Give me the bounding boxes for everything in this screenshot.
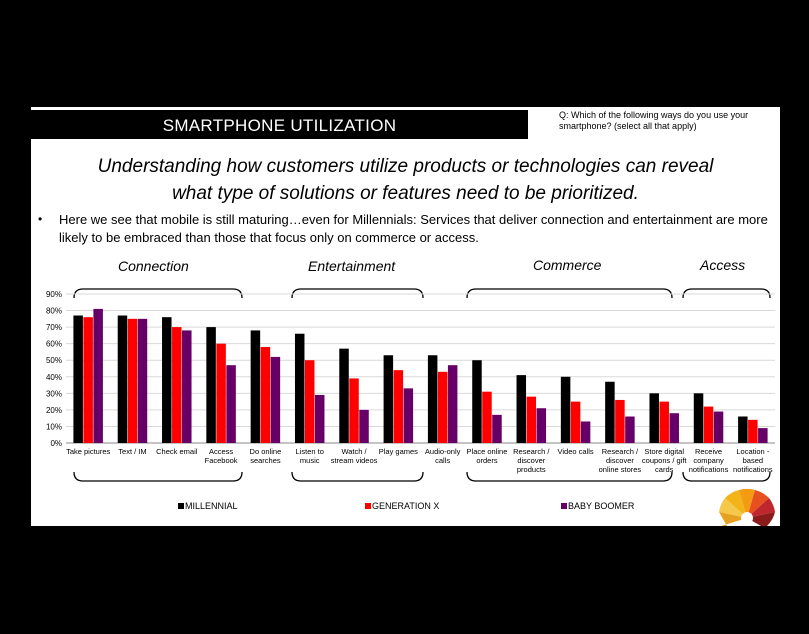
y-tick-label: 40%: [45, 372, 62, 382]
bar: [359, 410, 369, 443]
x-tick-label: Store digital coupons / gift cards: [641, 447, 687, 474]
bar: [669, 413, 679, 443]
subtitle-line-1: Understanding how customers utilize products or technologies can reveal: [97, 156, 714, 177]
bar: [261, 347, 271, 443]
legend-swatch: [178, 503, 184, 509]
x-tick-label: Place online orders: [466, 447, 508, 465]
bar: [206, 327, 216, 443]
chart-bars: [73, 309, 767, 443]
x-tick-label: Receive company notifications: [688, 447, 729, 474]
bar: [93, 309, 103, 443]
bar: [748, 420, 758, 443]
x-tick-label: Research / discover products: [513, 447, 550, 474]
x-tick-label: Access Facebook: [204, 447, 238, 465]
y-tick-label: 70%: [45, 323, 62, 333]
bar: [404, 388, 414, 443]
bar: [271, 357, 281, 443]
bar: [315, 395, 325, 443]
legend-label: BABY BOOMER: [568, 501, 635, 511]
bar: [758, 428, 768, 443]
y-tick-label: 90%: [45, 290, 62, 299]
group-label-access: Access: [700, 257, 746, 273]
bar: [482, 392, 492, 443]
bullet-marker: •: [38, 212, 43, 226]
bar: [428, 355, 438, 443]
bar-chart: [31, 107, 780, 526]
bracket-entertainment-bottom: [292, 472, 423, 481]
legend-label: GENERATION X: [372, 501, 440, 511]
chart-legend: [178, 501, 635, 511]
group-label-commerce: Commerce: [533, 257, 602, 273]
bar: [83, 317, 93, 443]
bar: [659, 402, 669, 443]
bar: [162, 317, 172, 443]
bar: [384, 355, 394, 443]
bar: [339, 349, 349, 443]
bar: [625, 417, 635, 443]
bar: [128, 319, 138, 443]
bracket-commerce-bottom: [467, 472, 672, 481]
survey-question: Q: Which of the following ways do you use your smartphone? (select all that apply): [559, 110, 749, 131]
bar: [615, 400, 625, 443]
y-tick-label: 30%: [45, 389, 62, 399]
x-tick-label: Play games: [378, 447, 418, 456]
x-axis-labels: [66, 447, 773, 474]
x-tick-label: Location -based notifications: [733, 447, 773, 474]
x-tick-label: Audio-only calls: [424, 447, 461, 465]
bar: [605, 382, 615, 443]
x-tick-label: Watch / stream videos: [330, 447, 378, 465]
x-tick-label: Take pictures: [66, 447, 111, 456]
y-tick-label: 80%: [45, 306, 62, 316]
bar: [571, 402, 581, 443]
bar: [226, 365, 236, 443]
group-label-entertainment: Entertainment: [308, 258, 396, 274]
y-tick-label: 20%: [45, 405, 62, 415]
bullet-text: Here we see that mobile is still maturing…even for Millennials: Services that deliver connection and entertainment are more likely to be embraced than those that focus only on commerce or access.: [59, 212, 768, 245]
legend-swatch: [365, 503, 371, 509]
slide-title: SMARTPHONE UTILIZATION: [162, 116, 397, 135]
bar: [305, 360, 315, 443]
bar: [138, 319, 148, 443]
y-tick-label: 50%: [45, 356, 62, 366]
subtitle-line-2: what type of solutions or features need to be prioritized.: [172, 183, 639, 204]
bar: [714, 412, 724, 443]
bar: [527, 397, 537, 443]
bar: [73, 316, 83, 443]
x-tick-label: Do online searches: [249, 447, 282, 465]
x-tick-label: Check email: [156, 447, 198, 456]
bar: [517, 375, 527, 443]
x-tick-label: Listen to music: [295, 447, 324, 465]
group-label-connection: Connection: [118, 258, 189, 274]
bar: [738, 417, 748, 443]
slide: [31, 107, 780, 526]
bar: [251, 330, 261, 443]
bar: [704, 407, 714, 443]
x-tick-label: Video calls: [557, 447, 594, 456]
x-tick-label: Text / IM: [118, 447, 147, 456]
y-tick-label: 10%: [45, 422, 62, 432]
corner-logo-icon: [717, 486, 777, 526]
bar: [694, 393, 704, 443]
bar: [472, 360, 482, 443]
bar: [349, 378, 359, 443]
bar: [448, 365, 458, 443]
y-tick-label: 60%: [45, 339, 62, 349]
bar: [649, 393, 659, 443]
bar: [182, 330, 192, 443]
bracket-connection-bottom: [74, 472, 242, 481]
legend-label: MILLENNIAL: [185, 501, 238, 511]
bar: [295, 334, 305, 443]
bar: [216, 344, 226, 443]
bar: [492, 415, 502, 443]
bar: [581, 421, 591, 443]
legend-swatch: [561, 503, 567, 509]
bar: [537, 408, 547, 443]
bar: [561, 377, 571, 443]
bar: [394, 370, 404, 443]
bar: [438, 372, 448, 443]
x-tick-label: Research / discover online stores: [598, 447, 642, 474]
y-tick-label: 0%: [50, 439, 62, 448]
bar: [118, 316, 128, 443]
bar: [172, 327, 182, 443]
